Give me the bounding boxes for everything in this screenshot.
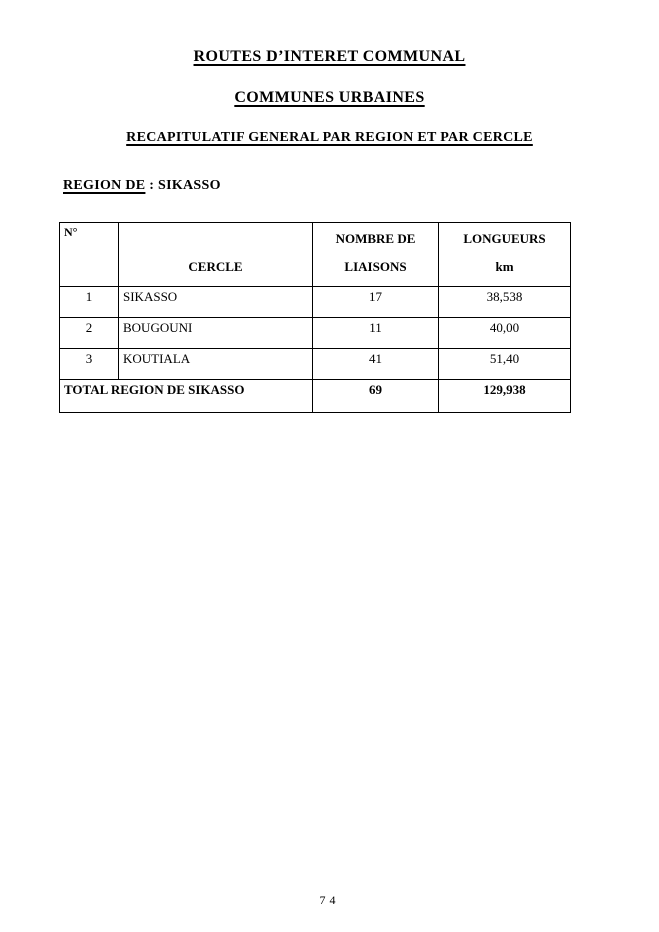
- col-header-numero: N°: [60, 223, 119, 287]
- cell-liaisons: 17: [313, 287, 439, 318]
- cell-longueur: 51,40: [439, 349, 571, 380]
- cell-numero: 3: [60, 349, 119, 380]
- cell-numero: 2: [60, 318, 119, 349]
- document-subtitle-communes-text: COMMUNES URBAINES: [234, 89, 425, 106]
- cell-cercle: BOUGOUNI: [119, 318, 313, 349]
- region-line: [63, 178, 221, 194]
- table-row: [60, 318, 571, 349]
- col-header-liaisons: [313, 223, 439, 287]
- table-row: [60, 349, 571, 380]
- document-title: [0, 48, 659, 66]
- col-header-liaisons-line1: NOMBRE DE: [335, 231, 416, 246]
- region-separator: :: [145, 178, 158, 193]
- col-header-cercle-text: CERCLE: [188, 259, 243, 274]
- document-subtitle-communes: [0, 89, 659, 107]
- col-header-longueurs-line2: km: [495, 259, 514, 274]
- cell-longueur: 40,00: [439, 318, 571, 349]
- document-title-text: ROUTES D’INTERET COMMUNAL: [193, 48, 466, 65]
- cell-liaisons: 41: [313, 349, 439, 380]
- page-number: 74: [319, 893, 340, 907]
- region-label: REGION DE: [63, 178, 146, 193]
- col-header-longueurs-line1: LONGUEURS: [463, 231, 546, 246]
- total-label: TOTAL REGION DE SIKASSO: [60, 380, 313, 413]
- col-header-liaisons-line2: LIAISONS: [344, 259, 407, 274]
- table-header-row: [60, 223, 571, 287]
- cell-liaisons: 11: [313, 318, 439, 349]
- table-row: [60, 287, 571, 318]
- cell-cercle: SIKASSO: [119, 287, 313, 318]
- total-liaisons: 69: [313, 380, 439, 413]
- table-total-row: [60, 380, 571, 413]
- col-header-cercle: [119, 223, 313, 287]
- section-heading-text: RECAPITULATIF GENERAL PAR REGION ET PAR CERCLE: [126, 130, 533, 145]
- col-header-longueurs: [439, 223, 571, 287]
- total-longueur: 129,938: [439, 380, 571, 413]
- section-heading: [0, 130, 659, 146]
- cell-longueur: 38,538: [439, 287, 571, 318]
- cell-cercle: KOUTIALA: [119, 349, 313, 380]
- recap-table: [59, 222, 571, 413]
- cell-numero: 1: [60, 287, 119, 318]
- col-header-cercle-spacer: [123, 225, 308, 253]
- region-value: SIKASSO: [158, 178, 221, 193]
